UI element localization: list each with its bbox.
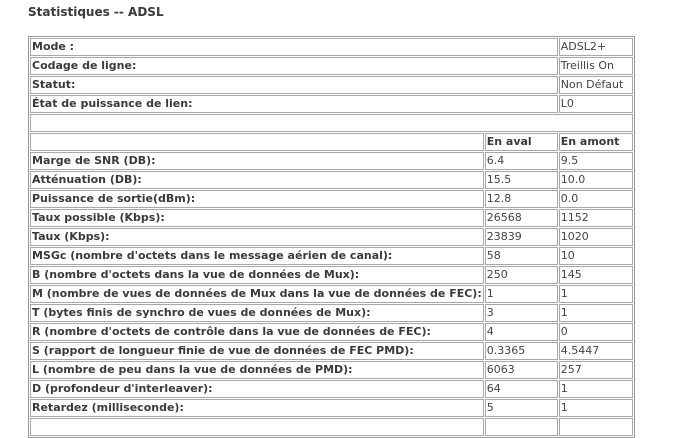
table-row xyxy=(30,228,633,246)
trailing-cell xyxy=(559,418,633,436)
status-value: Non Défaut xyxy=(559,76,633,94)
trailing-cell xyxy=(485,418,558,436)
downstream-value: 58 xyxy=(485,247,558,265)
downstream-value: 3 xyxy=(485,304,558,322)
spacer-row xyxy=(30,114,633,132)
table-header-row xyxy=(30,133,633,151)
table-row xyxy=(30,209,633,227)
row-label: T (bytes finis de synchro de vues de données de Mux): xyxy=(30,304,484,322)
row-label: Mode : xyxy=(30,38,558,56)
row-label: S (rapport de longueur finie de vue de données de FEC PMD): xyxy=(30,342,484,360)
upstream-value: 0 xyxy=(559,323,633,341)
downstream-value: 23839 xyxy=(485,228,558,246)
upstream-value: 1152 xyxy=(559,209,633,227)
downstream-value: 6063 xyxy=(485,361,558,379)
table-row-line-coding xyxy=(30,57,633,75)
row-label: Atténuation (DB): xyxy=(30,171,484,189)
table-row xyxy=(30,190,633,208)
header-empty-cell xyxy=(30,133,484,151)
spacer-cell xyxy=(30,114,633,132)
table-row xyxy=(30,171,633,189)
row-label: Codage de ligne: xyxy=(30,57,558,75)
upstream-value: 1 xyxy=(559,304,633,322)
upstream-value: 1 xyxy=(559,399,633,417)
row-label: Statut: xyxy=(30,76,558,94)
downstream-value: 26568 xyxy=(485,209,558,227)
table-row xyxy=(30,323,633,341)
upstream-value: 4.5447 xyxy=(559,342,633,360)
upstream-value: 257 xyxy=(559,361,633,379)
row-label: D (profondeur d'interleaver): xyxy=(30,380,484,398)
table-row xyxy=(30,152,633,170)
downstream-value: 12.8 xyxy=(485,190,558,208)
trailing-row xyxy=(30,418,633,436)
stats-body xyxy=(30,152,633,417)
row-label: Puissance de sortie(dBm): xyxy=(30,190,484,208)
upstream-value: 1 xyxy=(559,285,633,303)
link-power-state-value: L0 xyxy=(559,95,633,113)
row-label: Taux (Kbps): xyxy=(30,228,484,246)
line-coding-value: Treillis On xyxy=(559,57,633,75)
row-label: État de puissance de lien: xyxy=(30,95,558,113)
table-row xyxy=(30,285,633,303)
table-row xyxy=(30,247,633,265)
table-row xyxy=(30,361,633,379)
downstream-value: 4 xyxy=(485,323,558,341)
downstream-value: 1 xyxy=(485,285,558,303)
downstream-value: 250 xyxy=(485,266,558,284)
trailing-cell xyxy=(30,418,484,436)
table-row xyxy=(30,342,633,360)
downstream-value: 15.5 xyxy=(485,171,558,189)
table-row-status xyxy=(30,76,633,94)
downstream-value: 0.3365 xyxy=(485,342,558,360)
table-row-mode xyxy=(30,38,633,56)
upstream-value: 10.0 xyxy=(559,171,633,189)
row-label: Retardez (milliseconde): xyxy=(30,399,484,417)
adsl-stats-table xyxy=(28,36,635,438)
row-label: L (nombre de peu dans la vue de données de PMD): xyxy=(30,361,484,379)
upstream-value: 1020 xyxy=(559,228,633,246)
table-row xyxy=(30,266,633,284)
downstream-value: 6.4 xyxy=(485,152,558,170)
upstream-value: 1 xyxy=(559,380,633,398)
row-label: M (nombre de vues de données de Mux dans la vue de données de FEC): xyxy=(30,285,484,303)
table-row xyxy=(30,380,633,398)
row-label: Taux possible (Kbps): xyxy=(30,209,484,227)
table-row xyxy=(30,399,633,417)
table-row-link-power-state xyxy=(30,95,633,113)
table-row xyxy=(30,304,633,322)
downstream-value: 64 xyxy=(485,380,558,398)
upstream-value: 10 xyxy=(559,247,633,265)
mode-value: ADSL2+ xyxy=(559,38,633,56)
page-title: Statistiques -- ADSL xyxy=(28,5,164,19)
row-label: B (nombre d'octets dans la vue de données de Mux): xyxy=(30,266,484,284)
row-label: Marge de SNR (DB): xyxy=(30,152,484,170)
header-upstream: En amont xyxy=(559,133,633,151)
downstream-value: 5 xyxy=(485,399,558,417)
upstream-value: 145 xyxy=(559,266,633,284)
row-label: R (nombre d'octets de contrôle dans la vue de données de FEC): xyxy=(30,323,484,341)
header-downstream: En aval xyxy=(485,133,558,151)
upstream-value: 9.5 xyxy=(559,152,633,170)
row-label: MSGc (nombre d'octets dans le message aérien de canal): xyxy=(30,247,484,265)
upstream-value: 0.0 xyxy=(559,190,633,208)
